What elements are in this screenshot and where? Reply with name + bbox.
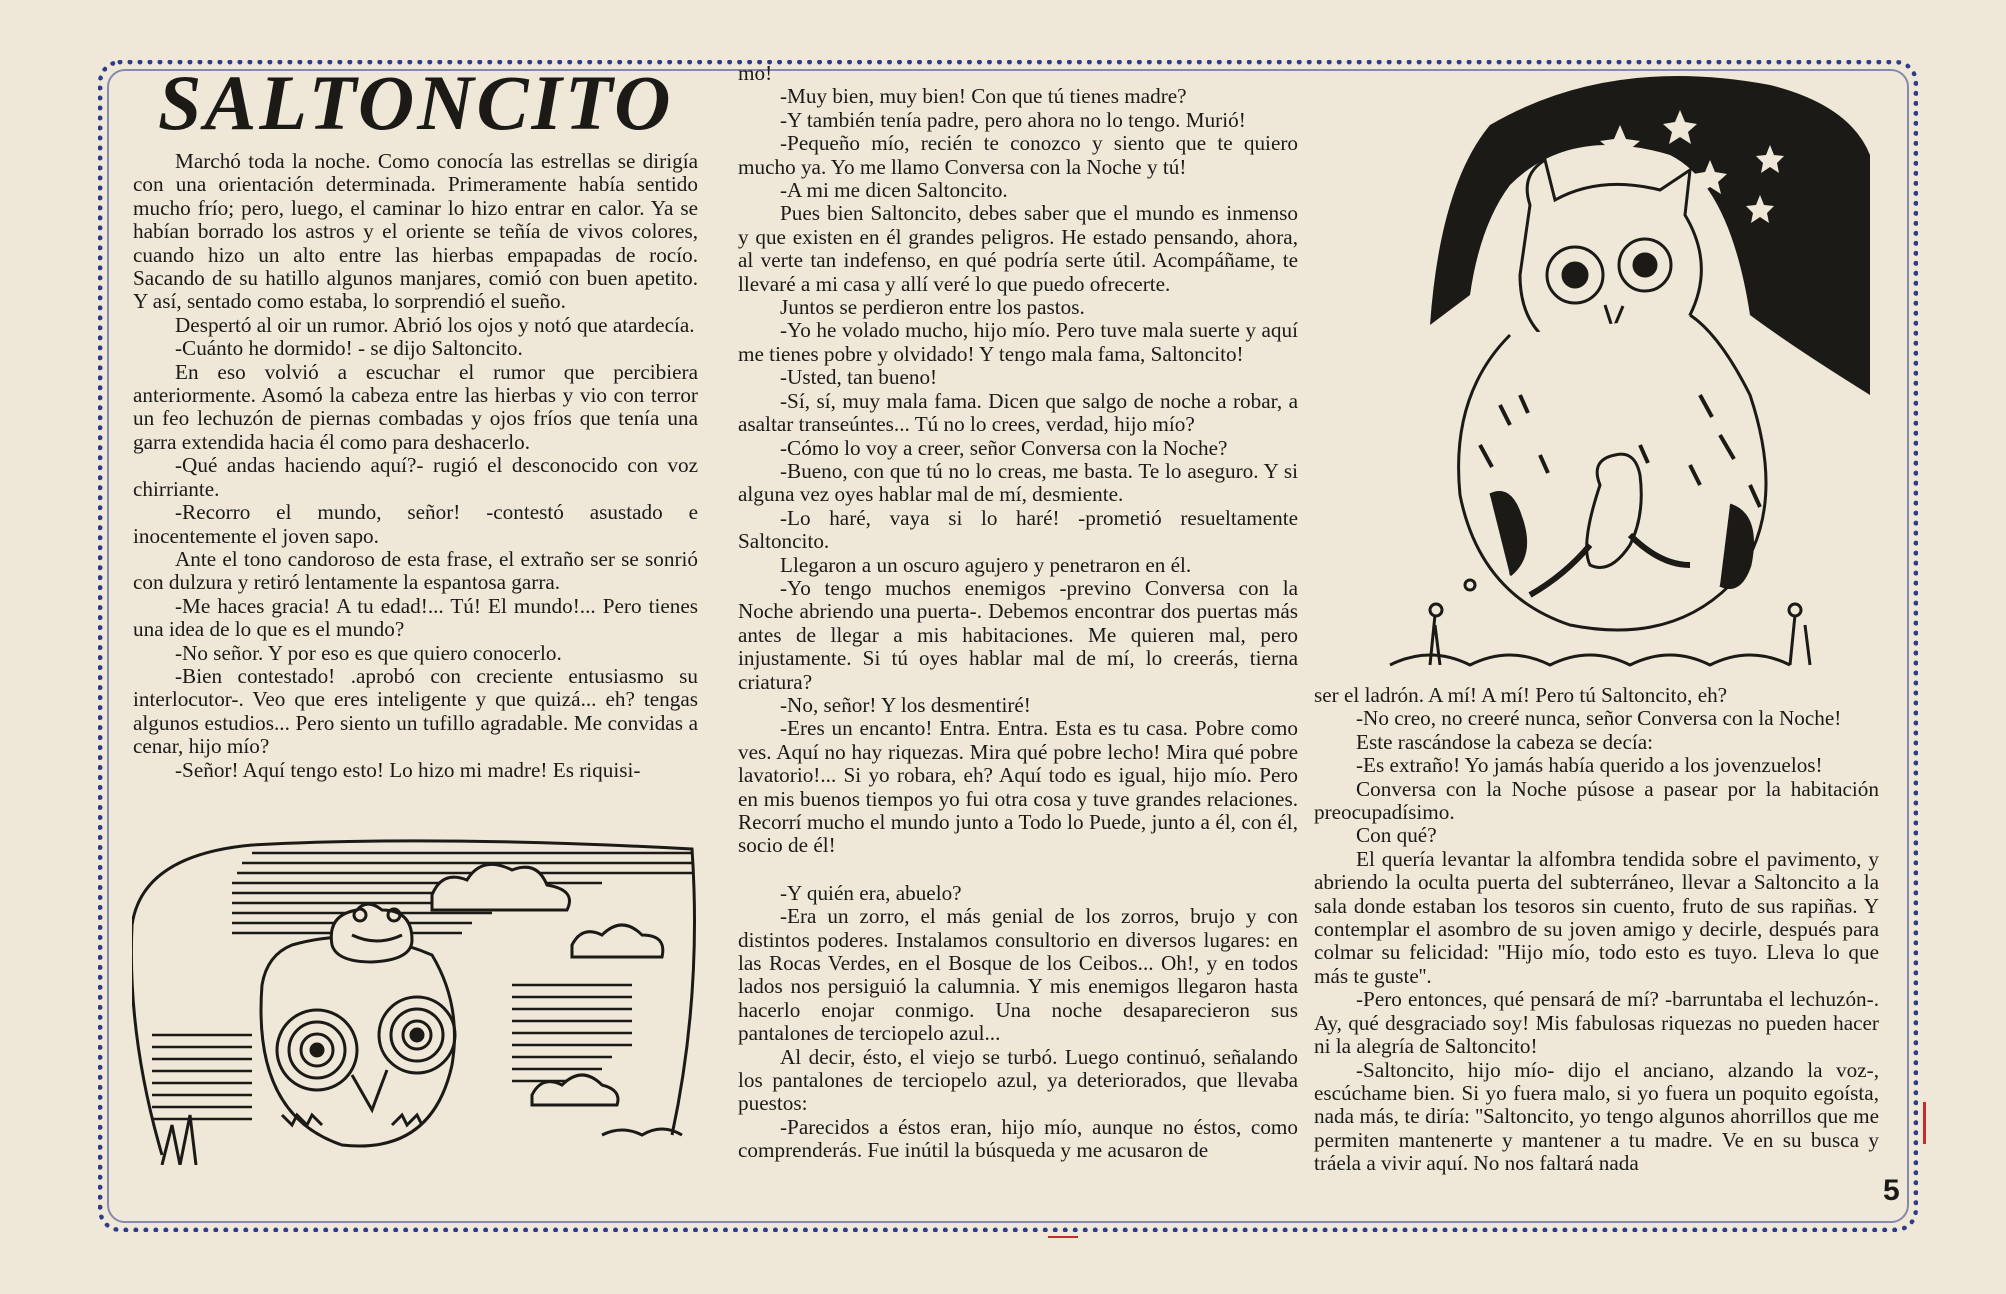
paragraph: mo! bbox=[738, 61, 773, 85]
red-margin-mark bbox=[1923, 1102, 1926, 1144]
paragraph: -No, señor! Y los desmentiré! bbox=[780, 692, 1031, 717]
paragraph: El quería levantar la alfombra tendida sobre el pavimento, y abriendo la oculta puerta del subterráneo, llevar a Saltoncito a la sala donde estaban los tesoros sin cuento, fruto de sus rapiñas. Y contemplar el asombro de su joven amigo y decirle, después para colmar su felicidad: ''Hijo mío, todo esto es tuyo. Lleva lo que más te guste''. bbox=[1314, 846, 1879, 988]
paragraph: -Qué andas haciendo aquí?- rugió el desconocido con voz chirriante. bbox=[133, 453, 698, 501]
paragraph: En eso volvió a escuchar el rumor que percibiera anteriormente. Asomó la cabeza entre las hierbas y vio con terror un feo lechuzón de piernas combadas y ojos fríos que tenía una garra extendida hacia él como para deshacerlo. bbox=[133, 359, 698, 454]
paragraph: -Yo tengo muchos enemigos -previno Conversa con la Noche abriendo una puerta-. Debemos encontrar dos puertas más antes de llegar a mis habitaciones. Me quieren mal, pero injustamente. Si tú oyes hablar mal de mí, lo creerás, tierna criatura? bbox=[738, 575, 1298, 694]
paragraph: -Señor! Aquí tengo esto! Lo hizo mi madre! Es riquisi- bbox=[175, 757, 641, 782]
paragraph: -Lo haré, vaya si lo haré! -prometió resueltamente Saltoncito. bbox=[738, 505, 1298, 554]
paragraph: -Bien contestado! .aprobó con creciente entusiasmo su interlocutor-. Veo que eres inteligente y que quizá... eh? tengas algunos estudios... Pero siento un tufillo agradable. Me convidas a cenar, hijo mío? bbox=[133, 663, 698, 759]
paragraph: -Recorro el mundo, señor! -contestó asustado e inocentemente el joven sapo. bbox=[133, 500, 698, 548]
paragraph: -Yo he volado mucho, hijo mío. Pero tuve mala suerte y aquí me tienes pobre y olvidado! Y tengo mala fama, Saltoncito! bbox=[738, 318, 1298, 366]
paragraph: Al decir, ésto, el viejo se turbó. Luego continuó, señalando los pantalones de terciopelo azul, ya deteriorados, que llevaba puestos: bbox=[738, 1044, 1298, 1116]
paragraph: -Sí, sí, muy mala fama. Dicen que salgo de noche a robar, a asaltar transeúntes... Tú no lo crees, verdad, hijo mío? bbox=[738, 388, 1298, 437]
owl-starry-night-illustration bbox=[1370, 65, 1880, 680]
paragraph: -Me haces gracia! A tu edad!... Tú! El mundo!... Pero tienes una idea de lo que es el mundo? bbox=[133, 593, 698, 642]
paragraph: ser el ladrón. A mí! A mí! Pero tú Saltoncito, eh? bbox=[1314, 683, 1728, 707]
story-title: SALTONCITO bbox=[158, 59, 674, 146]
owl-with-frog-illustration bbox=[132, 835, 712, 1165]
paragraph: -No creo, no creeré nunca, señor Conversa con la Noche! bbox=[1356, 706, 1842, 731]
paragraph: -Parecidos a éstos eran, hijo mío, aunque no éstos, como comprenderás. Fue inútil la búsqueda y me acusaron de bbox=[738, 1114, 1298, 1163]
paragraph: -Muy bien, muy bien! Con que tú tienes madre? bbox=[780, 84, 1187, 109]
text-column-2 bbox=[738, 62, 1298, 1163]
paragraph: -Usted, tan bueno! bbox=[780, 365, 938, 390]
paragraph: -Eres un encanto! Entra. Entra. Esta es tu casa. Pobre como ves. Aquí no hay riquezas. Mira qué pobre lecho! Mira qué pobre lavatorio!... Si yo robara, eh? Aquí todo es igual, hijo mío. Pero en mis buenos tiempos yo fui otra cosa y tuve grandes relaciones. Recorrí mucho el mundo junto a Todo lo Puede, junto a él, con él, socio de él! bbox=[738, 716, 1298, 858]
paragraph: -Cómo lo voy a creer, señor Conversa con la Noche? bbox=[780, 435, 1228, 460]
text-column-1 bbox=[133, 150, 698, 782]
paragraph: -Y también tenía padre, pero ahora no lo tengo. Murió! bbox=[780, 107, 1246, 132]
paragraph: Marchó toda la noche. Como conocía las estrellas se dirigía con una orientación determinada. Primeramente había sentido mucho frío; pero, luego, el caminar lo hizo entrar en calor. Ya se habían borrado los astros y el oriente se teñía de vivos colores, cuando hizo un alto entre las hierbas empapadas de rocío. Sacando de su hatillo algunos manjares, comió con buen apetito. Y así, sentado como estaba, lo sorprendió el sueño. bbox=[133, 149, 698, 314]
paragraph: Juntos se perdieron entre los pastos. bbox=[780, 295, 1085, 320]
paragraph: -Era un zorro, el más genial de los zorros, brujo y con distintos poderes. Instalamos consultorio en diversos lugares: en las Rocas Verdes, en el Bosque de los Ceibos... Oh!, y en todos lados nos persiguió la calumnia. Y mis enemigos llegaron hasta hacerlo enojar conmigo. Una noche desaparecieron sus pantalones de terciopelo azul... bbox=[738, 904, 1298, 1046]
paragraph: -Cuánto he dormido! - se dijo Saltoncito. bbox=[175, 336, 523, 361]
paragraph: Con qué? bbox=[1356, 823, 1437, 848]
paragraph: Conversa con la Noche púsose a pasear por la habitación preocupadísimo. bbox=[1314, 776, 1879, 825]
paragraph: -Y quién era, abuelo? bbox=[780, 880, 962, 905]
paragraph: -Pequeño mío, recién te conozco y siento que te quiero mucho ya. Yo me llamo Conversa con la Noche y tú! bbox=[738, 131, 1298, 179]
text-column-3 bbox=[1314, 684, 1879, 1176]
paragraph: Despertó al oir un rumor. Abrió los ojos y notó que atardecía. bbox=[175, 312, 695, 337]
paragraph: Pues bien Saltoncito, debes saber que el mundo es inmenso y que existen en él grandes peligros. He estado pensando, ahora, al verte tan indefenso, en qué podría serte útil. Acompáñame, te llevaré a mi casa y allí veré lo que puedo ofrecerte. bbox=[738, 201, 1298, 296]
paragraph: -Saltoncito, hijo mío- dijo el anciano, alzando la voz-, escúchame bien. Si yo fuera malo, si yo fuera un poquito egoísta, nada más, te diría: ''Saltoncito, yo tengo algunos ahorrillos que me permiten mantenerte y mantener a tu madre. Ve en su busca y tráela a vivir aquí. No nos faltará nada bbox=[1314, 1057, 1879, 1176]
paragraph: -Pero entonces, qué pensará de mí? -barruntaba el lechuzón-. Ay, qué desgraciado soy! Mis fabulosas riquezas no pueden hacer ni la alegría de Saltoncito! bbox=[1314, 987, 1879, 1059]
paragraph: -Bueno, con que tú no lo creas, me basta. Te lo aseguro. Y si alguna vez oyes hablar mal de mí, desmiente. bbox=[738, 458, 1298, 507]
red-margin-mark bbox=[1048, 1236, 1078, 1238]
paragraph: Ante el tono candoroso de esta frase, el extraño ser se sonrió con dulzura y retiró lentamente la espantosa garra. bbox=[133, 546, 698, 595]
paragraph: -Es extraño! Yo jamás había querido a los jovenzuelos! bbox=[1356, 753, 1823, 778]
paragraph: -A mi me dicen Saltoncito. bbox=[780, 178, 1008, 203]
paragraph: Este rascándose la cabeza se decía: bbox=[1356, 729, 1654, 754]
paragraph: -No señor. Y por eso es que quiero conocerlo. bbox=[175, 640, 562, 665]
page-number: 5 bbox=[1883, 1174, 1900, 1207]
paragraph: Llegaron a un oscuro agujero y penetraron en él. bbox=[780, 552, 1192, 577]
